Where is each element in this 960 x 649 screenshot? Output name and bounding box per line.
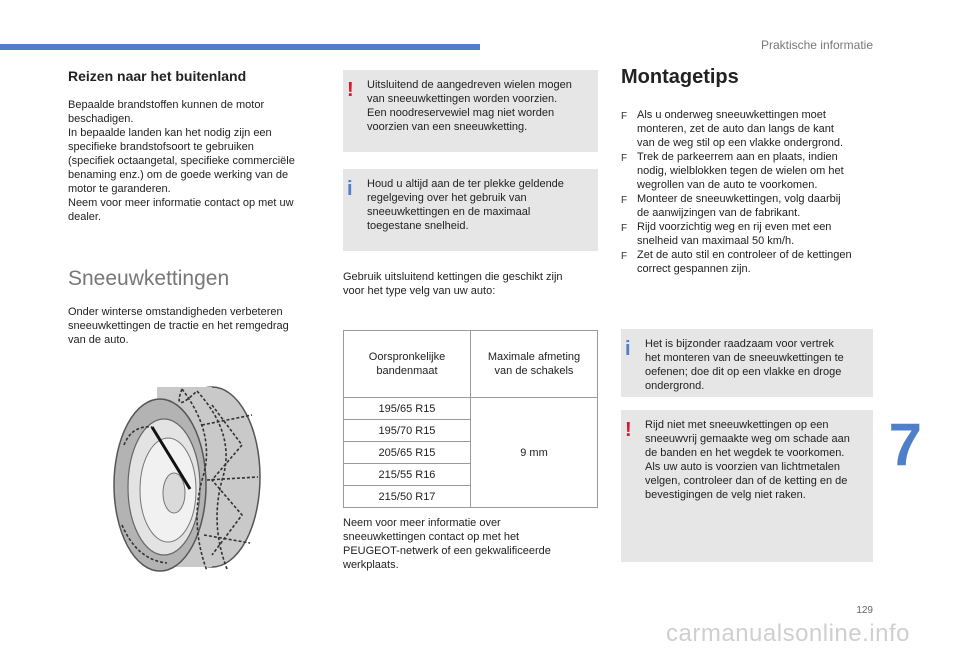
- travel-section: [68, 68, 326, 224]
- list-item: [621, 220, 881, 248]
- text-line: van sneeuwkettingen worden voorzien.: [367, 93, 558, 105]
- text-line: Oorspronkelijke: [368, 351, 446, 363]
- contact-text: [343, 516, 598, 572]
- text-line: werkplaats.: [343, 559, 399, 571]
- table-cell-size: 195/65 R15: [344, 398, 471, 420]
- text-line: beschadigen.: [68, 113, 134, 125]
- text-line: Als uw auto is voorzien van lichtmetalen: [645, 461, 841, 473]
- text-line: sneeuwkettingen de tractie en het remgedrag: [68, 320, 289, 332]
- text-line: ondergrond.: [645, 380, 705, 392]
- text-line: nodig, wielblokken tegen de wielen om het: [637, 165, 844, 177]
- text-line: Zet de auto stil en controleer of de kettingen: [637, 249, 852, 261]
- text-line: Maximale afmeting: [487, 351, 581, 363]
- bullet-icon: F: [621, 251, 628, 262]
- snow-chains-title: Sneeuwkettingen: [68, 267, 230, 290]
- text-line: van de weg stil op een vlakke ondergrond.: [637, 137, 844, 149]
- text-line: de banden en het wegdek te voorkomen.: [645, 447, 845, 459]
- header-accent-bar: [0, 44, 480, 50]
- text-line: benaming enz.) om de goede werking van de: [68, 169, 289, 181]
- text-line: Rijd voorzichtig weg en rij even met een: [637, 221, 832, 233]
- warning-icon: !: [347, 79, 354, 101]
- table-cell-size: 205/65 R15: [344, 442, 471, 464]
- table-cell-size: 215/55 R16: [344, 464, 471, 486]
- page-number: 129: [856, 605, 873, 616]
- text-line: sneeuwvrij gemaakte weg om schade aan: [645, 433, 850, 445]
- text-line: snelheid van maximaal 50 km/h.: [637, 235, 795, 247]
- note-text: [367, 177, 592, 233]
- text-line: Bepaalde brandstoffen kunnen de motor: [68, 99, 265, 111]
- text-line: Uitsluitend de aangedreven wielen mogen: [367, 79, 572, 91]
- text-line: Een noodreservewiel mag niet worden: [367, 107, 555, 119]
- text-line: wegrollen van de auto te voorkomen.: [637, 179, 818, 191]
- bullet-icon: F: [621, 195, 628, 206]
- snow-intro-text: [68, 305, 326, 347]
- warning-icon: !: [625, 419, 632, 441]
- bullet-icon: F: [621, 153, 628, 164]
- warning-note-cleared-road: [621, 410, 873, 562]
- note-text: [367, 78, 592, 134]
- text-line: PEUGEOT-netwerk of een gekwalificeerde: [343, 545, 551, 557]
- text-line: Houd u altijd aan de ter plekke geldende: [367, 178, 564, 190]
- list-item: [621, 108, 881, 150]
- text-line: monteren, zet de auto dan langs de kant: [637, 123, 834, 135]
- mounting-tips-title: Montagetips: [621, 66, 739, 88]
- text-line: (specifiek octaangetal, specifieke commerciële: [68, 155, 295, 167]
- text-line: Onder winterse omstandigheden verbeteren: [68, 306, 283, 318]
- text-line: dealer.: [68, 211, 102, 223]
- table-cell-size: 215/50 R17: [344, 486, 471, 508]
- text-line: de aanwijzingen van de fabrikant.: [637, 207, 801, 219]
- text-line: voorzien van een sneeuwketting.: [367, 121, 528, 133]
- text-line: sneeuwkettingen en de maximaal: [367, 206, 531, 218]
- list-item: [621, 192, 881, 220]
- text-line: oefenen; doe dit op een vlakke en droge: [645, 366, 842, 378]
- info-icon: i: [625, 338, 631, 360]
- text-line: van de schakels: [494, 365, 574, 377]
- text-line: van de auto.: [68, 334, 129, 346]
- text-line: velgen, controleer dan of de ketting en de: [645, 475, 848, 487]
- text-line: het monteren van de sneeuwkettingen te: [645, 352, 844, 364]
- table-header-row: [344, 331, 598, 398]
- text-line: Neem voor meer informatie over: [343, 517, 501, 529]
- text-line: regelgeving over het gebruik van: [367, 192, 527, 204]
- section-title: Praktische informatie: [760, 38, 873, 52]
- text-line: Neem voor meer informatie contact op met uw: [68, 197, 294, 209]
- watermark: carmanualsonline.info: [666, 620, 910, 647]
- note-text: [645, 337, 867, 393]
- text-line: motor te garanderen.: [68, 183, 171, 195]
- bullet-icon: F: [621, 223, 628, 234]
- chapter-number: 7: [888, 411, 922, 478]
- warning-note-driven-wheels: [343, 70, 598, 152]
- table-header-original-size: [344, 331, 471, 398]
- mounting-tips-list: [621, 108, 881, 276]
- text-line: bandenmaat: [376, 365, 438, 377]
- travel-text: [68, 98, 326, 224]
- table-row: [344, 398, 598, 420]
- text-line: sneeuwkettingen contact op met het: [343, 531, 520, 543]
- text-line: In bepaalde landen kan het nodig zijn een: [68, 127, 272, 139]
- info-note-practice: [621, 329, 873, 397]
- info-icon: i: [347, 178, 353, 200]
- table-cell-max-link: 9 mm: [471, 398, 598, 508]
- list-item: [621, 248, 881, 276]
- text-line: correct gespannen zijn.: [637, 263, 751, 275]
- text-line: Rijd niet met sneeuwkettingen op een: [645, 419, 829, 431]
- table-cell-size: 195/70 R15: [344, 420, 471, 442]
- text-line: Trek de parkeerrem aan en plaats, indien: [637, 151, 838, 163]
- text-line: toegestane snelheid.: [367, 220, 469, 232]
- text-line: Gebruik uitsluitend kettingen die geschikt zijn: [343, 271, 563, 283]
- note-text: [645, 418, 867, 502]
- table-header-max-link-size: [471, 331, 598, 398]
- bullet-icon: F: [621, 111, 628, 122]
- travel-title: Reizen naar het buitenland: [68, 68, 247, 84]
- snow-chain-tire-illustration: [112, 385, 262, 575]
- chain-size-table: [343, 330, 598, 508]
- text-line: Monteer de sneeuwkettingen, volg daarbij: [637, 193, 841, 205]
- text-line: voor het type velg van uw auto:: [343, 285, 496, 297]
- info-note-regulations: [343, 169, 598, 251]
- chains-use-text: [343, 270, 598, 298]
- text-line: Het is bijzonder raadzaam voor vertrek: [645, 338, 834, 350]
- list-item: [621, 150, 881, 192]
- text-line: Als u onderweg sneeuwkettingen moet: [637, 109, 826, 121]
- text-line: specifieke brandstofsoort te gebruiken: [68, 141, 254, 153]
- text-line: bevestigingen de velg niet raken.: [645, 489, 806, 501]
